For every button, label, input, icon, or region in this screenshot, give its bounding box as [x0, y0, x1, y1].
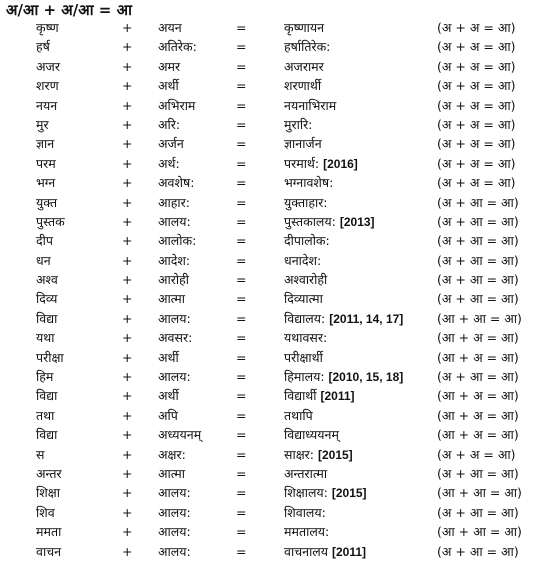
result-word: भग्नावशेष:: [284, 175, 334, 191]
second-word: आत्मा: [158, 465, 186, 481]
first-word: भग्न: [36, 175, 56, 191]
table-row: [0, 328, 547, 347]
result-word: विद्यार्थी: [284, 388, 317, 404]
table-row: [0, 542, 547, 561]
first-word: दिव्य: [36, 291, 58, 307]
sandhi-rule: (आ + अ = आ): [437, 388, 519, 404]
exam-year-tag: [2010, 15, 18]: [328, 370, 404, 385]
table-row: [0, 251, 547, 270]
sandhi-rule: (अ + अ = आ): [437, 97, 516, 113]
table-row: [0, 445, 547, 464]
result-word: हिमालय:: [284, 369, 325, 385]
exam-year-tag: [2015]: [317, 447, 353, 462]
second-word: आलोक:: [158, 233, 197, 249]
sandhi-rule: (अ + आ = आ): [437, 369, 519, 385]
first-word: हिम: [36, 369, 54, 385]
table-row: [0, 193, 547, 212]
table-row: [0, 289, 547, 308]
second-word: अतिरेक:: [158, 39, 197, 55]
result-word: अन्तरात्मा: [284, 465, 328, 481]
second-word: आरोही: [158, 272, 190, 288]
result-cell: [284, 425, 339, 444]
sandhi-rule: (अ + आ = आ): [437, 465, 519, 481]
equals-sign: =: [236, 58, 247, 74]
result-word: अजरामर: [284, 58, 324, 74]
table-row: [0, 348, 547, 367]
second-word: अर्थी: [158, 349, 179, 365]
result-cell: [284, 328, 327, 347]
result-cell: [284, 96, 336, 115]
plus-sign: +: [122, 233, 133, 249]
sandhi-rule: (अ + अ = आ): [437, 39, 516, 55]
second-word: अध्ययनम्: [158, 427, 202, 443]
result-cell: [284, 57, 324, 76]
result-cell: [284, 18, 324, 37]
first-word: पुस्तक: [36, 213, 65, 229]
table-row: [0, 76, 547, 95]
first-word: नयन: [36, 97, 58, 113]
sandhi-rule: (अ + आ = आ): [437, 213, 519, 229]
second-word: अर्थ:: [158, 155, 180, 171]
sandhi-rule: (अ + आ = आ): [437, 543, 519, 559]
result-word: वाचनालय: [284, 543, 329, 559]
plus-sign: +: [122, 213, 133, 229]
sandhi-rule: (अ + आ = आ): [437, 252, 519, 268]
second-word: अरि:: [158, 116, 181, 132]
second-word: अमर: [158, 58, 181, 74]
sandhi-rule: (अ + अ = आ): [437, 20, 516, 35]
sandhi-rule: (अ + अ = आ): [437, 136, 516, 152]
result-word: शरणार्थी: [284, 78, 322, 94]
first-word: विद्या: [36, 427, 58, 443]
equals-sign: =: [236, 524, 247, 540]
equals-sign: =: [236, 175, 247, 191]
sandhi-rule: (अ + अ = आ): [437, 446, 516, 462]
equals-sign: =: [236, 427, 247, 443]
plus-sign: +: [122, 155, 133, 171]
sandhi-rule: (अ + अ = आ): [437, 58, 516, 74]
first-word: विद्या: [36, 310, 58, 326]
exam-year-tag: [2015]: [331, 486, 367, 501]
equals-sign: =: [236, 233, 247, 249]
result-word: शिक्षालय:: [284, 485, 328, 501]
plus-sign: +: [122, 175, 133, 191]
sandhi-rule: (अ + अ = आ): [437, 116, 516, 132]
table-row: [0, 522, 547, 541]
sandhi-rule: (अ + आ = आ): [437, 272, 519, 288]
second-word: आत्मा: [158, 291, 186, 307]
result-word: परीक्षार्थी: [284, 349, 323, 365]
first-word: अन्तर: [36, 465, 62, 481]
result-word: नयनाभिराम: [284, 97, 337, 113]
first-word: शिक्षा: [36, 485, 60, 501]
table-row: [0, 367, 547, 386]
result-word: अश्वारोही: [284, 272, 328, 288]
result-word: ज्ञानार्जन: [284, 136, 322, 152]
equals-sign: =: [236, 272, 247, 288]
plus-sign: +: [122, 136, 133, 152]
result-cell: [284, 445, 353, 465]
second-word: अवसर:: [158, 330, 193, 346]
second-word: आलय:: [158, 369, 191, 385]
sandhi-rule: (अ + अ = आ): [437, 155, 516, 171]
sandhi-rule: (अ + अ = आ): [437, 78, 516, 94]
table-row: [0, 386, 547, 405]
plus-sign: +: [122, 446, 133, 462]
result-word: यथावसर:: [284, 330, 328, 346]
plus-sign: +: [122, 330, 133, 346]
equals-sign: =: [236, 543, 247, 559]
result-cell: [284, 542, 366, 562]
table-row: [0, 464, 547, 483]
table-row: [0, 503, 547, 522]
equals-sign: =: [236, 155, 247, 171]
result-cell: [284, 193, 328, 212]
first-word: तथा: [36, 407, 55, 423]
result-word: विद्याध्ययनम्: [284, 427, 339, 443]
equals-sign: =: [236, 213, 247, 229]
second-word: आलय:: [158, 213, 191, 229]
first-word: वाचन: [36, 543, 62, 559]
second-word: आलय:: [158, 485, 191, 501]
plus-sign: +: [122, 485, 133, 501]
equals-sign: =: [236, 369, 247, 385]
plus-sign: +: [122, 310, 133, 326]
result-cell: [284, 464, 327, 483]
plus-sign: +: [122, 58, 133, 74]
result-cell: [284, 309, 403, 329]
table-row: [0, 425, 547, 444]
plus-sign: +: [122, 272, 133, 288]
equals-sign: =: [236, 136, 247, 152]
plus-sign: +: [122, 97, 133, 113]
plus-sign: +: [122, 252, 133, 268]
sandhi-rule: (आ + अ = आ): [437, 407, 519, 423]
sandhi-rule: (अ + आ = आ): [437, 504, 519, 520]
result-word: तथापि: [284, 407, 313, 423]
table-row: [0, 134, 547, 153]
table-row: [0, 18, 547, 37]
sandhi-rule: (अ + आ = आ): [437, 233, 519, 249]
second-word: आलय:: [158, 524, 191, 540]
equals-sign: =: [236, 330, 247, 346]
result-cell: [284, 406, 313, 425]
equals-sign: =: [236, 39, 247, 55]
sandhi-table: [0, 18, 547, 561]
equals-sign: =: [236, 349, 247, 365]
plus-sign: +: [122, 524, 133, 540]
table-row: [0, 154, 547, 173]
result-word: हर्षातिरेक:: [284, 39, 331, 55]
table-row: [0, 57, 547, 76]
second-word: अर्थी: [158, 78, 179, 94]
first-word: दीप: [36, 233, 53, 249]
result-cell: [284, 154, 358, 174]
first-word: स: [36, 446, 45, 462]
second-word: अक्षर:: [158, 446, 186, 462]
plus-sign: +: [122, 349, 133, 365]
plus-sign: +: [122, 78, 133, 94]
first-word: यथा: [36, 330, 55, 346]
exam-year-tag: [2011, 14, 17]: [329, 311, 404, 326]
table-row: [0, 212, 547, 231]
first-word: धन: [36, 252, 51, 268]
result-cell: [284, 522, 329, 541]
table-row: [0, 173, 547, 192]
result-cell: [284, 134, 322, 153]
result-word: विद्यालय:: [284, 310, 326, 326]
sandhi-rule: (आ + आ = आ): [437, 524, 522, 540]
exam-year-tag: [2016]: [323, 156, 358, 171]
plus-sign: +: [122, 504, 133, 520]
equals-sign: =: [236, 291, 247, 307]
table-row: [0, 96, 547, 115]
plus-sign: +: [122, 291, 133, 307]
result-cell: [284, 289, 323, 308]
result-word: दीपालोक:: [284, 233, 330, 249]
table-row: [0, 309, 547, 328]
equals-sign: =: [236, 78, 247, 94]
plus-sign: +: [122, 116, 133, 132]
plus-sign: +: [122, 388, 133, 404]
result-word: परमार्थ:: [284, 155, 320, 171]
result-cell: [284, 386, 355, 406]
second-word: अयन: [158, 20, 182, 35]
result-word: मुरारि:: [284, 116, 313, 132]
plus-sign: +: [122, 407, 133, 423]
first-word: शिव: [36, 504, 55, 520]
sandhi-rule: (अ + आ = आ): [437, 291, 519, 307]
first-word: शरण: [36, 78, 59, 94]
plus-sign: +: [122, 465, 133, 481]
equals-sign: =: [236, 97, 247, 113]
result-cell: [284, 115, 312, 134]
equals-sign: =: [236, 20, 247, 35]
second-word: आलय:: [158, 310, 191, 326]
first-word: परीक्षा: [36, 349, 64, 365]
table-row: [0, 406, 547, 425]
section-heading: अ/आ + अ/आ = आ: [6, 1, 132, 19]
equals-sign: =: [236, 310, 247, 326]
second-word: आहार:: [158, 194, 190, 210]
first-word: कृष्ण: [36, 20, 59, 35]
result-word: पुस्तकालय:: [284, 213, 336, 229]
result-cell: [284, 270, 327, 289]
equals-sign: =: [236, 194, 247, 210]
second-word: अभिराम: [158, 97, 196, 113]
result-word: साक्षर:: [284, 446, 314, 462]
second-word: अवशेष:: [158, 175, 195, 191]
result-word: युक्ताहार:: [284, 194, 328, 210]
table-row: [0, 231, 547, 250]
first-word: मुर: [36, 116, 49, 132]
result-cell: [284, 231, 330, 250]
sandhi-rule: (अ + आ = आ): [437, 194, 519, 210]
equals-sign: =: [236, 252, 247, 268]
result-cell: [284, 37, 330, 56]
result-cell: [284, 76, 321, 95]
exam-year-tag: [2011]: [320, 389, 355, 404]
second-word: अपि: [158, 407, 178, 423]
table-row: [0, 270, 547, 289]
first-word: विद्या: [36, 388, 58, 404]
exam-year-tag: [2011]: [332, 544, 367, 559]
second-word: अर्जन: [158, 136, 184, 152]
equals-sign: =: [236, 485, 247, 501]
table-row: [0, 115, 547, 134]
exam-year-tag: [2013]: [339, 214, 375, 229]
result-cell: [284, 503, 326, 522]
plus-sign: +: [122, 427, 133, 443]
result-word: ममतालय:: [284, 524, 330, 540]
first-word: ममता: [36, 524, 62, 540]
equals-sign: =: [236, 407, 247, 423]
sandhi-rule: (आ + अ = आ): [437, 330, 519, 346]
result-cell: [284, 212, 375, 232]
plus-sign: +: [122, 20, 133, 35]
sandhi-rule: (आ + आ = आ): [437, 310, 522, 326]
equals-sign: =: [236, 504, 247, 520]
plus-sign: +: [122, 543, 133, 559]
sandhi-rule: (अ + अ = आ): [437, 175, 516, 191]
result-cell: [284, 367, 403, 387]
result-word: दिव्यात्मा: [284, 291, 323, 307]
plus-sign: +: [122, 194, 133, 210]
table-row: [0, 37, 547, 56]
plus-sign: +: [122, 369, 133, 385]
result-cell: [284, 483, 367, 503]
equals-sign: =: [236, 446, 247, 462]
first-word: अश्व: [36, 272, 58, 288]
table-row: [0, 483, 547, 502]
result-cell: [284, 348, 323, 367]
sandhi-rule: (आ + आ = आ): [437, 485, 522, 501]
result-cell: [284, 251, 321, 270]
plus-sign: +: [122, 39, 133, 55]
first-word: युक्त: [36, 194, 58, 210]
sandhi-rule: (आ + अ = आ): [437, 349, 519, 365]
second-word: आलय:: [158, 504, 191, 520]
first-word: परम: [36, 155, 56, 171]
result-word: धनादेश:: [284, 252, 322, 268]
first-word: अजर: [36, 58, 60, 74]
second-word: आलय:: [158, 543, 191, 559]
equals-sign: =: [236, 388, 247, 404]
result-word: शिवालय:: [284, 504, 326, 520]
result-word: कृष्णायन: [284, 20, 325, 35]
equals-sign: =: [236, 116, 247, 132]
first-word: ज्ञान: [36, 136, 55, 152]
equals-sign: =: [236, 465, 247, 481]
result-cell: [284, 173, 333, 192]
first-word: हर्ष: [36, 39, 50, 55]
second-word: आदेश:: [158, 252, 191, 268]
sandhi-rule: (आ + अ = आ): [437, 427, 519, 443]
second-word: अर्थी: [158, 388, 179, 404]
